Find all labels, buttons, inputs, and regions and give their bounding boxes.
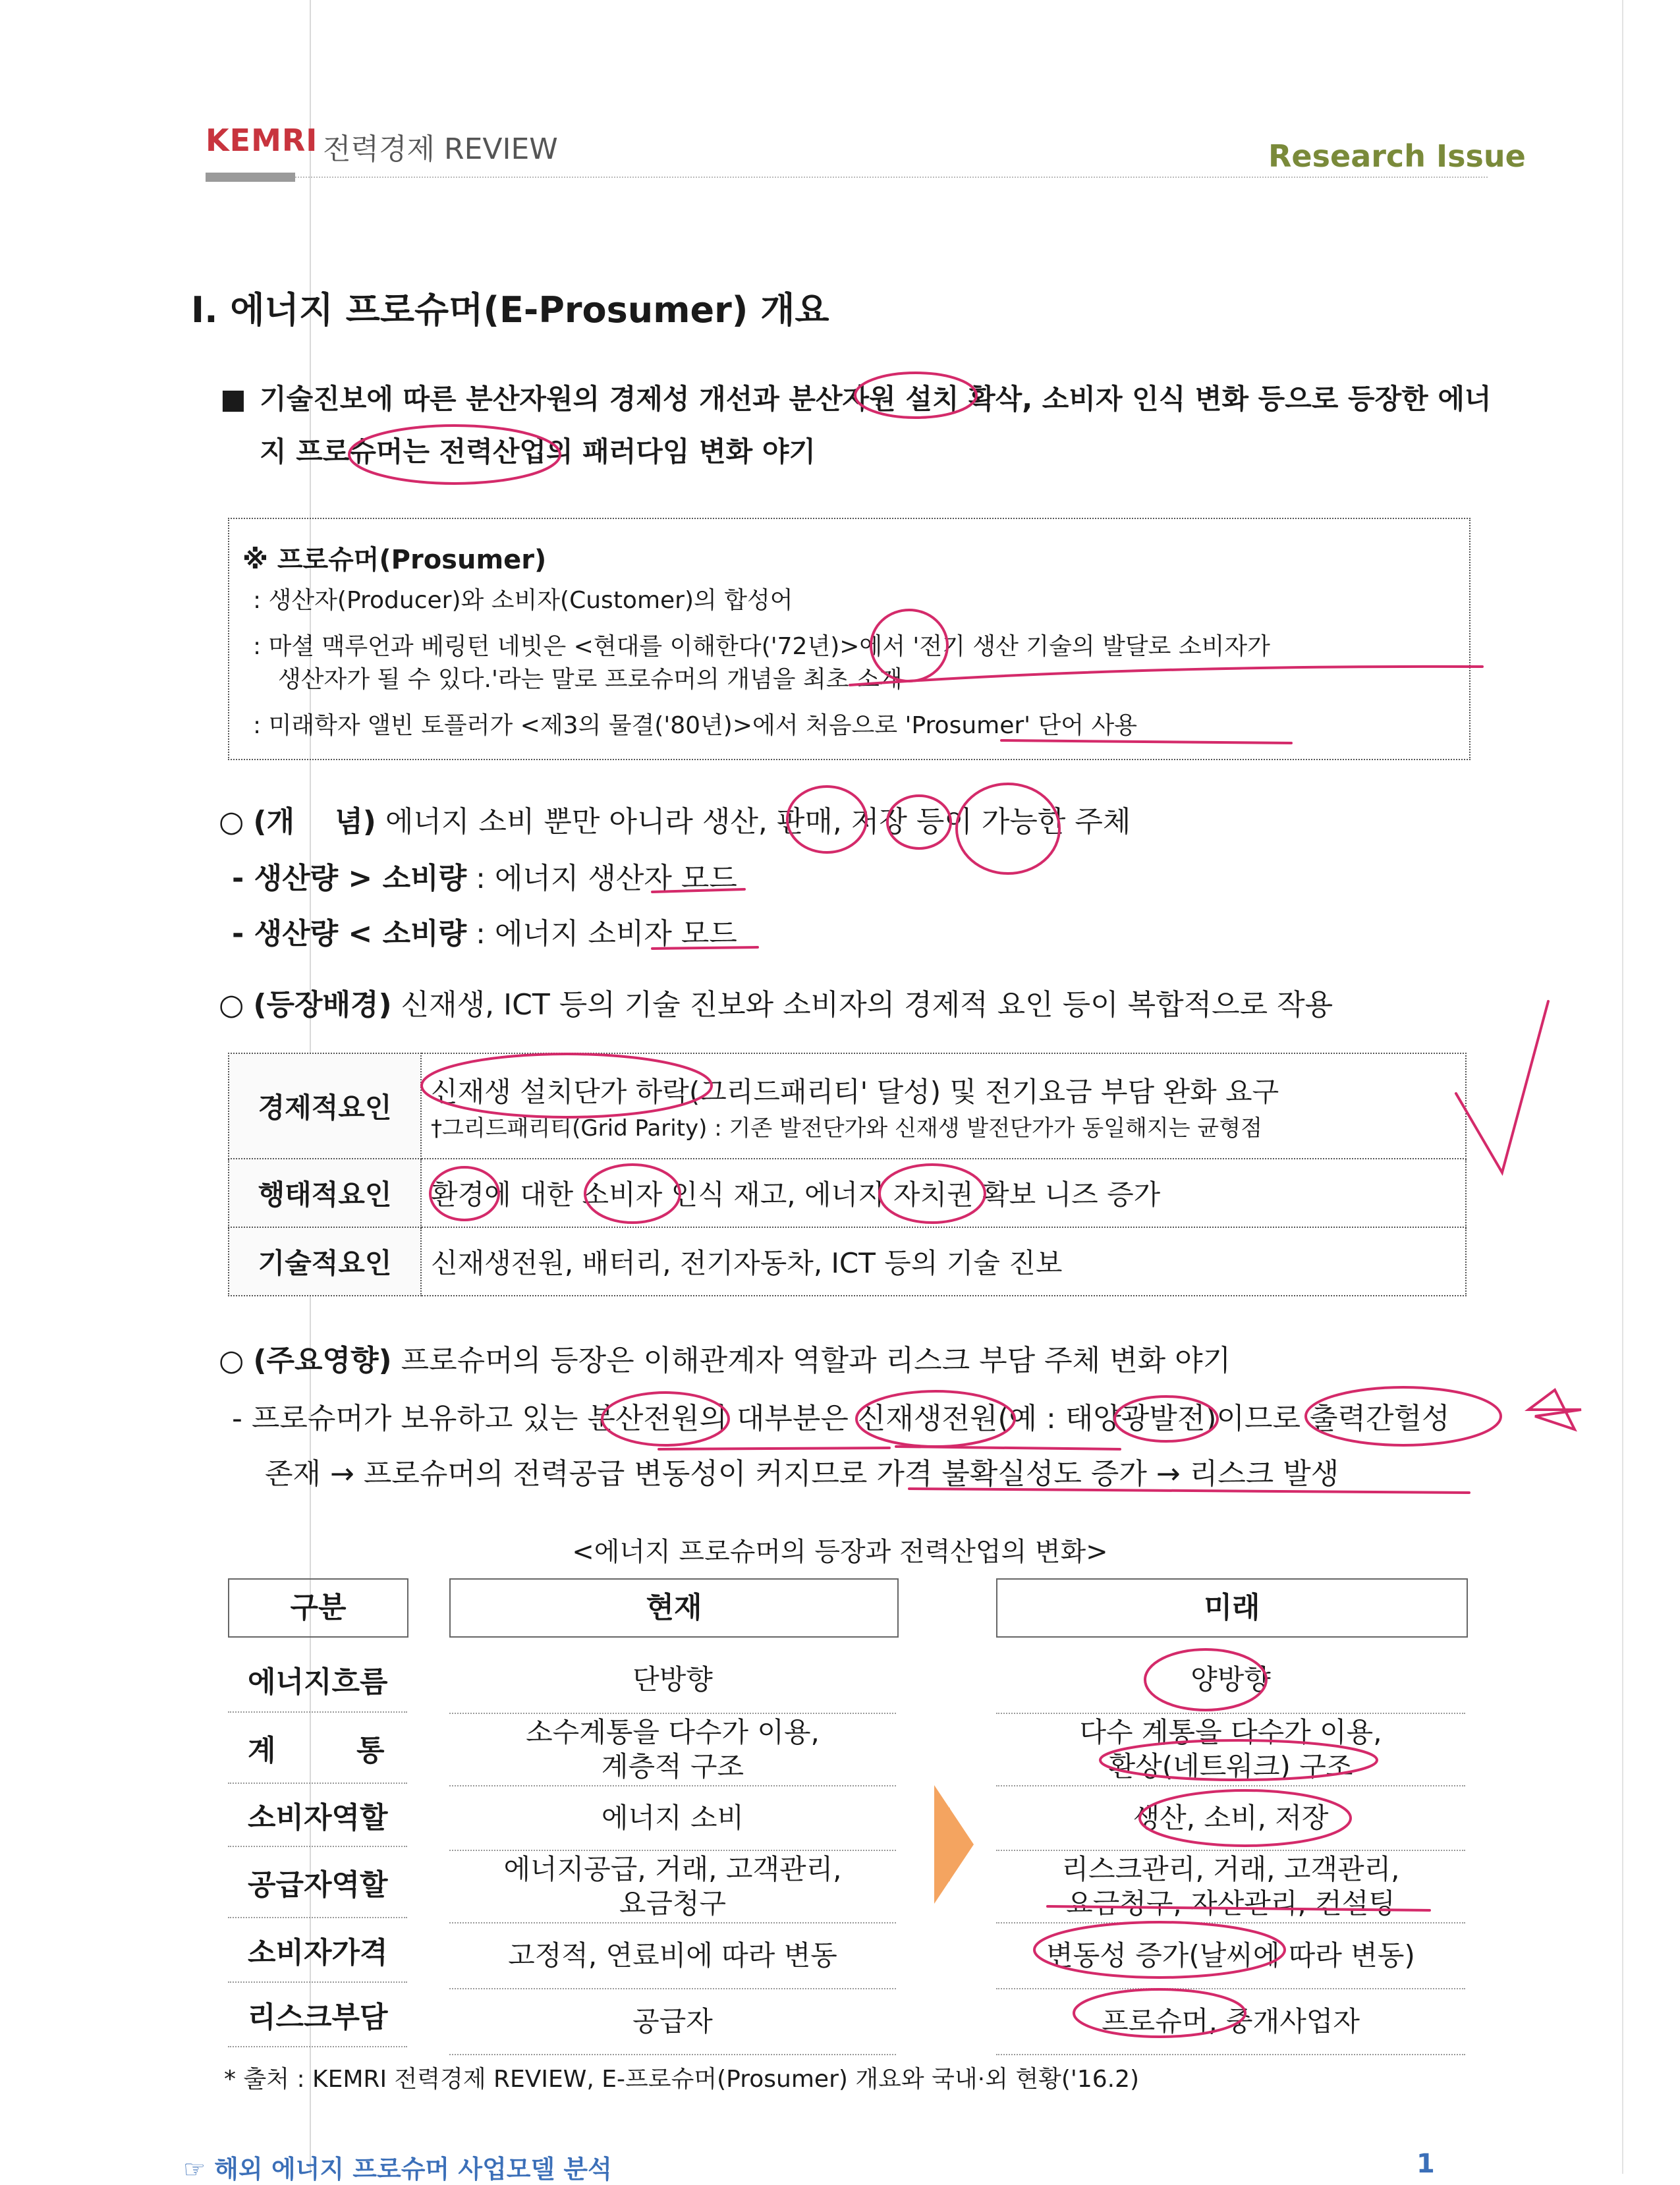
row-label: 계 통	[228, 1713, 407, 1784]
current-cell	[449, 1647, 896, 1714]
circle-marker-icon: ○	[219, 988, 244, 1022]
background-item	[219, 985, 1333, 1025]
cell-line: 양방향	[1190, 1663, 1271, 1696]
cell-line: 계층적 구조	[601, 1750, 744, 1783]
arrow-right-icon	[934, 1785, 974, 1904]
cell-line: 프로슈머, 중개사업자	[1102, 2005, 1360, 2037]
factor-key: 기술적요인	[229, 1227, 421, 1296]
future-cell	[996, 1786, 1465, 1851]
background-text: 신재생, ICT 등의 기술 진보와 소비자의 경제적 요인 등이 복합적으로 작용	[401, 988, 1333, 1022]
future-cell	[996, 1923, 1465, 1989]
cell-line: 공급자	[632, 2005, 713, 2037]
cell-line: 다수 계통을 다수가 이용,	[1079, 1716, 1382, 1748]
note-title: ※ 프로슈머(Prosumer)	[242, 545, 547, 575]
footer-link[interactable]: ☞ 해외 에너지 프로슈머 사업모델 분석	[183, 2155, 612, 2184]
cell-line: 요금청구, 자산관리, 컨설팅	[1066, 1887, 1395, 1920]
publication-name: 전력경제 REVIEW	[323, 132, 558, 166]
header-divider	[295, 177, 1488, 178]
cell-line: 변동성 증가(날씨에 따라 변동)	[1046, 1939, 1415, 1972]
impact-text: 프로슈머의 등장은 이해관계자 역할과 리스크 부담 주체 변화 야기	[401, 1344, 1231, 1377]
page-number: 1	[1416, 2149, 1435, 2179]
note-line: : 미래학자 앨빈 토플러가 <제3의 물결('80년)>에서 처음으로 'Prosumer' 단어 사용	[253, 712, 1138, 739]
row-label: 공급자역할	[228, 1847, 407, 1918]
concept-subitem	[232, 914, 737, 954]
cell-line: 요금청구	[619, 1887, 727, 1920]
current-cell	[449, 1851, 896, 1923]
future-cell	[996, 1989, 1465, 2055]
concept-subitem-text: : 에너지 생산자 모드	[476, 862, 737, 895]
impact-line: 존재 → 프로슈머의 전력공급 변동성이 커지므로 가격 불확실성도 증가 → 리스크 발생	[265, 1457, 1339, 1491]
concept-label: (개 념)	[253, 805, 376, 839]
brand-logo: KEMRI	[206, 123, 318, 158]
concept-subitem-text: : 에너지 소비자 모드	[476, 917, 737, 951]
row-labels	[228, 1647, 407, 2047]
factor-main: 환경에 대한 소비자 인식 재고, 에너지 자치권 확보 니즈 증가	[421, 1159, 1466, 1227]
factor-footnote: †그리드패리티(Grid Parity) : 기존 발전단가와 신재생 발전단가가 동일해지는 균형점	[431, 1115, 1262, 1142]
category-label: Research Issue	[1268, 138, 1526, 174]
column-header: 구분	[228, 1578, 408, 1638]
circle-marker-icon: ○	[219, 805, 244, 839]
table-row	[229, 1159, 1466, 1227]
current-cell	[449, 1989, 896, 2055]
source-note: * 출처 : KEMRI 전력경제 REVIEW, E-프로슈머(Prosumer) 개요와 국내·외 현황('16.2)	[224, 2066, 1140, 2093]
row-label: 에너지흐름	[228, 1647, 407, 1713]
cell-line: 단방향	[632, 1663, 713, 1696]
current-cell	[449, 1714, 896, 1786]
ink-check	[1456, 1001, 1548, 1173]
brand-underline	[206, 173, 295, 182]
note-line: 생산자가 될 수 있다.'라는 말로 프로슈머의 개념을 최초 소개	[278, 666, 903, 693]
current-column	[449, 1647, 896, 2055]
bullet-icon: ■	[220, 383, 246, 415]
factor-main: 신재생 설치단가 하락(그리드패리티' 달성) 및 전기요금 부담 완화 요구	[431, 1075, 1279, 1108]
cell-line: 에너지 소비	[601, 1802, 744, 1834]
cell-line: 소수계통을 다수가 이용,	[526, 1716, 820, 1748]
column-header: 미래	[996, 1578, 1468, 1638]
section-title: Ⅰ. 에너지 프로슈머(E-Prosumer) 개요	[191, 289, 829, 331]
current-cell	[449, 1786, 896, 1851]
concept-subitem	[232, 859, 737, 899]
future-column	[996, 1647, 1465, 2055]
column-header: 현재	[449, 1578, 899, 1638]
lead-text: 기술진보에 따른 분산자원의 경제성 개선과 분산자원 설치 확삭, 소비자 인식 변화 등으로 등장한 에너지 프로슈머는 전력산업의 패러다임 변화 야기	[260, 383, 1492, 468]
factor-key: 경제적요인	[229, 1053, 421, 1159]
concept-item	[219, 802, 1131, 842]
impact-line: - 프로슈머가 보유하고 있는 분산전원의 대부분은 신재생전원(예 : 태양광발전)이므로 출력간헐성	[232, 1402, 1450, 1435]
factors-table	[228, 1053, 1467, 1296]
page-edge-line	[1622, 0, 1623, 2174]
table-row	[229, 1227, 1466, 1296]
row-label: 소비자역할	[228, 1784, 407, 1847]
table-row	[229, 1053, 1466, 1159]
future-cell	[996, 1714, 1465, 1786]
factor-main: 신재생전원, 배터리, 전기자동차, ICT 등의 기술 진보	[421, 1227, 1466, 1296]
lead-paragraph	[220, 373, 1492, 478]
concept-subitem-label: - 생산량 < 소비량	[232, 917, 467, 951]
concept-text: 에너지 소비 뿐만 아니라 생산, 판매, 저장 등이 가능한 주체	[385, 805, 1131, 839]
current-cell	[449, 1923, 896, 1989]
note-line: : 생산자(Producer)와 소비자(Customer)의 합성어	[253, 587, 793, 614]
row-label: 소비자가격	[228, 1918, 407, 1983]
cell-line: 에너지공급, 거래, 고객관리,	[503, 1853, 842, 1885]
table-caption: <에너지 프로슈머의 등장과 전력산업의 변화>	[572, 1537, 1108, 1567]
cell-line: 환상(네트워크) 구조	[1108, 1750, 1353, 1783]
factor-value	[421, 1053, 1466, 1159]
impact-item	[219, 1341, 1231, 1381]
circle-marker-icon: ○	[219, 1344, 244, 1377]
ink-star	[1528, 1390, 1581, 1429]
cell-line: 고정적, 연료비에 따라 변동	[508, 1939, 837, 1972]
concept-subitem-label: - 생산량 > 소비량	[232, 862, 467, 895]
future-cell	[996, 1851, 1465, 1923]
row-label: 리스크부담	[228, 1983, 407, 2047]
note-line: : 마셜 맥루언과 베링턴 네빗은 <현대를 이해한다('72년)>에서 '전기 생산 기술의 발달로 소비자가	[253, 633, 1270, 660]
background-label: (등장배경)	[253, 988, 392, 1022]
factor-key: 행태적요인	[229, 1159, 421, 1227]
cell-line: 생산, 소비, 저장	[1133, 1802, 1329, 1834]
cell-line: 리스크관리, 거래, 고객관리,	[1061, 1853, 1400, 1885]
impact-label: (주요영향)	[253, 1344, 392, 1377]
future-cell	[996, 1647, 1465, 1714]
